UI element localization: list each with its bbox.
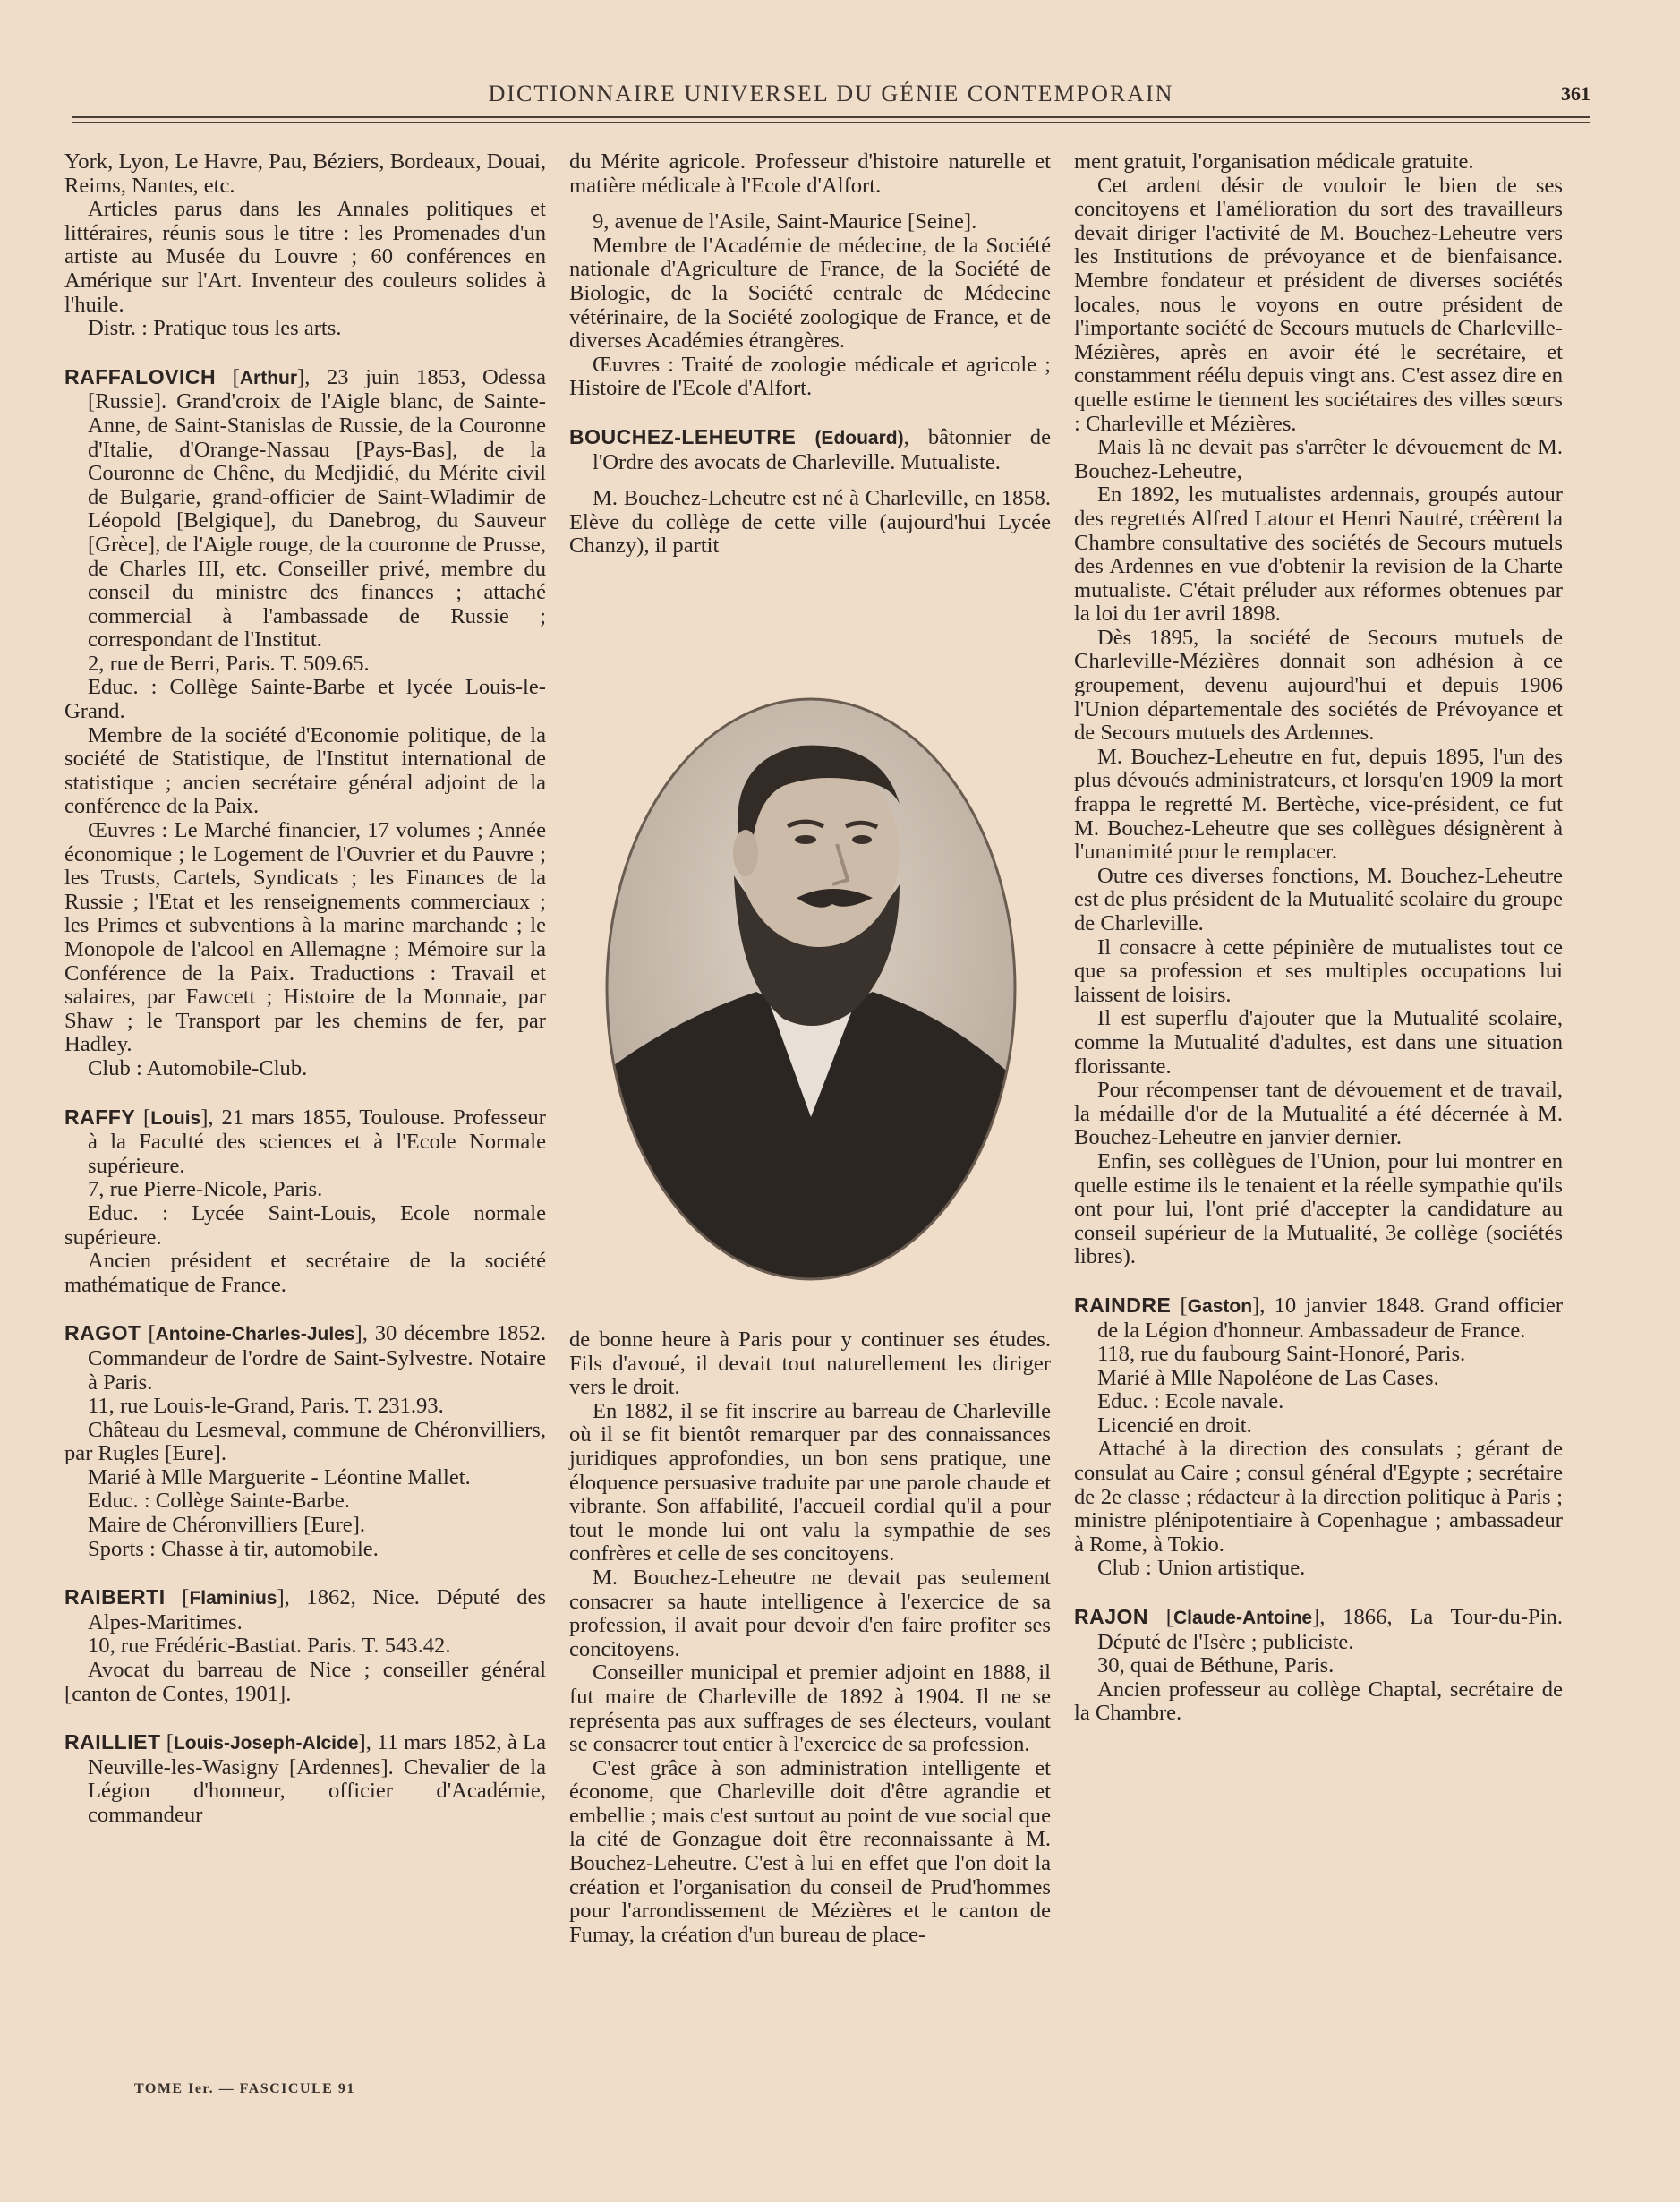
page-footer: TOME Ier. — FASCICULE 91: [134, 2081, 355, 2096]
entry-name: RAIBERTI: [64, 1585, 166, 1609]
entry-name: RAJON: [1074, 1605, 1149, 1629]
paragraph: de bonne heure à Paris pour y continuer ses études. Fils d'avoué, il devait tout naturellement les diriger vers le droit.: [569, 1327, 1051, 1400]
entry-career: Attaché à la direction des consulats ; gérant de consulat au Caire ; consul général d'Egypte ; secrétaire de 2e classe ; rédacteur à la direction politique à Paris ; ministre plénipotentiaire à Copenhague ; ambassadeur à Rome, à Tokio.: [1074, 1437, 1563, 1557]
entry-address: 10, rue Frédéric-Bastiat. Paris. T. 543.42.: [88, 1634, 451, 1659]
paragraph: En 1892, les mutualistes ardennais, groupés autour des regrettés Alfred Latour et Henri Nautré, créèrent la Chambre consultative des sociétés de Secours mutuels des Ardennes en vue d'obtenir la revision de la Charte mutualiste. C'était préluder aux réformes obtenues par la loi du 1er avril 1898.: [1074, 482, 1563, 627]
entry-address: 2, rue de Berri, Paris. T. 509.65.: [88, 651, 370, 676]
portrait-photo: [604, 696, 1018, 1282]
entry-former-role: Ancien professeur au collège Chaptal, secrétaire de la Chambre.: [1074, 1677, 1563, 1726]
entry-text: ], 1866, La Tour-du-Pin. Député de l'Isère ; publiciste.: [1097, 1605, 1563, 1654]
entry-marriage: Marié à Mlle Marguerite - Léontine Mallet.: [88, 1464, 471, 1489]
paragraph: Il consacre à cette pépinière de mutualistes tout ce que sa profession et ses multiples occupations lui laissent de loisirs.: [1074, 935, 1563, 1007]
entry-rajon: RAJON [Claude-Antoine], 1866, La Tour-du-Pin. Député de l'Isère ; publiciste.: [1074, 1605, 1563, 1654]
entry-address: 30, quai de Béthune, Paris.: [1097, 1653, 1335, 1678]
entry-club: Club : Union artistique.: [1097, 1556, 1306, 1581]
entry-name: RAILLIET: [64, 1730, 161, 1754]
page-number: 361: [1561, 82, 1590, 105]
paragraph: M. Bouchez-Leheutre est né à Charleville, en 1858. Elève du collège de cette ville (aujourd'hui Lycée Chanzy), il partit: [569, 486, 1051, 559]
entry-name: BOUCHEZ-LEHEUTRE: [569, 424, 797, 448]
column-middle: [569, 150, 1051, 559]
entry-profession: Avocat du barreau de Nice ; conseiller général [canton de Contes, 1901].: [64, 1658, 546, 1706]
entry-marriage: Marié à Mlle Napoléone de Las Cases.: [1097, 1365, 1439, 1390]
entry-address: 9, avenue de l'Asile, Saint-Maurice [Seine].: [593, 209, 977, 235]
paragraph: Conseiller municipal et premier adjoint en 1888, il fut maire de Charleville de 1892 à 1904. Il ne se représenta pas aux suffrages de ses électeurs, voulant se consacrer tout entier à l'exercice de sa profession.: [569, 1660, 1051, 1757]
entry-raindre: RAINDRE [Gaston], 10 janvier 1848. Grand officier de la Légion d'honneur. Ambassadeur de France.: [1074, 1293, 1564, 1343]
paragraph: Outre ces diverses fonctions, M. Bouchez-Leheutre est de plus président de la Mutualité scolaire du groupe de Charleville.: [1074, 863, 1563, 935]
paragraph: Dès 1895, la société de Secours mutuels de Charleville-Mézières donnait son adhésion à ce groupement, devenu aujourd'hui et depuis 1906 l'Union départementale des sociétés de Prévoyance et de Secours mutuels des Ardennes.: [1074, 625, 1563, 746]
column-right: [1074, 150, 1563, 1726]
entry-degree: Licencié en droit.: [1097, 1413, 1252, 1438]
paragraph: Articles parus dans les Annales politiques et littéraires, réunis sous le titre : les Promenades d'un artiste au Musée du Louvre ; 60 conférences en Amérique sur l'Art. Inventeur des couleurs solides à l'huile.: [64, 197, 546, 317]
paragraph: M. Bouchez-Leheutre ne devait pas seulement consacrer sa haute intelligence à l'exercice de sa profession, il avait pour devoir d'en faire profiter ses concitoyens.: [569, 1565, 1051, 1661]
entry-address: 7, rue Pierre-Nicole, Paris.: [88, 1177, 323, 1202]
paragraph: York, Lyon, Le Havre, Pau, Béziers, Bordeaux, Douai, Reims, Nantes, etc.: [64, 149, 546, 198]
entry-name: RAGOT: [64, 1321, 141, 1345]
entry-education: Educ. : Lycée Saint-Louis, Ecole normale supérieure.: [64, 1200, 546, 1250]
entry-bouchez-leheutre: [569, 425, 1051, 474]
paragraph: Il est superflu d'ajouter que la Mutualité scolaire, comme la Mutualité d'adultes, est dans une situation florissante.: [1074, 1006, 1563, 1079]
entry-given-name: Gaston: [1187, 1295, 1253, 1317]
entry-given-name: Antoine-Charles-Jules: [155, 1324, 355, 1345]
entry-address: 118, rue du faubourg Saint-Honoré, Paris.: [1097, 1342, 1466, 1367]
paragraph: ment gratuit, l'organisation médicale gratuite.: [1074, 149, 1474, 174]
entry-raffy: RAFFY [Louis], 21 mars 1855, Toulouse. Professeur à la Faculté des sciences et à l'Ecole Normale supérieure.: [64, 1105, 546, 1178]
entry-residence: Château du Lesmeval, commune de Chéronvilliers, par Rugles [Eure].: [64, 1417, 546, 1466]
entry-address: 11, rue Louis-le-Grand, Paris. T. 231.93.: [88, 1394, 444, 1419]
page-title: DICTIONNAIRE UNIVERSEL DU GÉNIE CONTEMPORAIN: [488, 81, 1174, 107]
entry-club: Club : Automobile-Club.: [88, 1055, 308, 1080]
entry-raiberti: RAIBERTI [Flaminius], 1862, Nice. Député des Alpes-Maritimes.: [64, 1585, 546, 1634]
entry-text: ], 23 juin 1853, Odessa [Russie]. Grand'croix de l'Aigle blanc, de Sainte-Anne, de Saint-Stanislas de Russie, de la Couronne d'Italie, d'Orange-Nassau [Pays-Bas], de la Couronne de Chêne, du Medjidié, du Mérite civil de Bulgarie, grand-officier de Saint-Wladimir de Léopold [Belgique], du Danebrog, du Sauveur [Grèce], de l'Aigle rouge, de la couronne de Prusse, de Charles III, etc. Conseiller privé, membre du conseil du ministre des finances ; attaché commercial à l'ambassade de Russie ; correspondant de l'Institut.: [88, 364, 546, 653]
entry-text: ], 30 décembre 1852. Commandeur de l'ordre de Saint-Sylvestre. Notaire à Paris.: [88, 1321, 547, 1395]
entry-sports: Sports : Chasse à tir, automobile.: [88, 1536, 379, 1561]
entry-former-role: Ancien président et secrétaire de la société mathématique de France.: [64, 1249, 546, 1297]
paragraph: Mais là ne devait pas s'arrêter le dévouement de M. Bouchez-Leheutre,: [1074, 435, 1563, 483]
entry-text: , bâtonnier de l'Ordre des avocats de Charleville. Mutualiste.: [593, 424, 1051, 474]
paragraph: En 1882, il se fit inscrire au barreau de Charleville où il se fit bientôt remarquer par des connaissances juridiques approfondies, un bon sens pratique, une éloquence persuasive traduite par une parole chaude et vibrante. Son affabilité, l'accueil cordial qu'il a pour tout le monde lui ont valu la sympathie de ses confrères et celle de ses concitoyens.: [569, 1398, 1051, 1566]
entry-given-name: (Edouard): [814, 427, 904, 448]
entry-text: ], 11 mars 1852, à La Neuville-les-Wasigny [Ardennes]. Chevalier de la Légion d'honneur, officier d'Académie, commandeur: [88, 1730, 546, 1827]
entry-given-name: Flaminius: [189, 1588, 277, 1609]
entry-education: Educ. : Collège Sainte-Barbe.: [88, 1489, 350, 1514]
entry-membership: Membre de l'Académie de médecine, de la Société nationale d'Agriculture de France, de la Société de Biologie, de la Société centrale de Médecine vétérinaire, de la Société zoologique de France, et de diverses Académies étrangères.: [569, 233, 1051, 354]
entry-name: RAFFALOVICH: [64, 364, 217, 388]
paragraph: M. Bouchez-Leheutre en fut, depuis 1895, l'un des plus dévoués administrateurs, et lorsqu'en 1909 la mort frappa le regretté M. Bertèche, vice-président, ce fut M. Bouchez-Leheutre que ses collègues désignèrent à l'unanimité pour le remplacer.: [1074, 744, 1563, 865]
entry-name: RAINDRE: [1074, 1293, 1172, 1317]
paragraph: du Mérite agricole. Professeur d'histoire naturelle et matière médicale à l'Ecole d'Alfort.: [569, 149, 1051, 198]
entry-membership: Membre de la société d'Economie politique, de la société de Statistique, de l'Institut international de statistique ; ancien secrétaire général adjoint de la conférence de la Paix.: [64, 722, 546, 819]
entry-works: Œuvres : Traité de zoologie médicale et agricole ; Histoire de l'Ecole d'Alfort.: [569, 352, 1051, 401]
entry-ragot: RAGOT [Antoine-Charles-Jules], 30 décembre 1852. Commandeur de l'ordre de Saint-Sylvestre. Notaire à Paris.: [64, 1321, 547, 1395]
entry-given-name: Arthur: [239, 367, 298, 388]
entry-works: Œuvres : Le Marché financier, 17 volumes ; Année économique ; le Logement de l'Ouvrier et du Pauvre ; les Trusts, Cartels, Syndicats ; les Finances de la Russie ; l'Etat et les renseignements commerciaux ; les Primes et subventions à la marine marchande ; le Monopole de l'alcool en Allemagne ; Mémoire sur la Conférence de la Paix. Traductions : Travail et salaires, par Fawcett ; Histoire de la Monnaie, par Shaw ; le Transport par les chemins de fer, par Hadley.: [64, 818, 546, 1057]
entry-education: Educ. : Collège Sainte-Barbe et lycée Louis-le-Grand.: [64, 675, 546, 724]
entry-raffalovich: RAFFALOVICH [Arthur], 23 juin 1853, Odessa [Russie]. Grand'croix de l'Aigle blanc, de Sainte-Anne, de Saint-Stanislas de Russie, de la Couronne d'Italie, d'Orange-Nassau [Pays-Bas], de la Couronne de Chêne, du Medjidié, du Mérite civil de Bulgarie, grand-officier de Saint-Wladimir de Léopold [Belgique], du Danebrog, du Sauveur [Grèce], de l'Aigle rouge, de la couronne de Prusse, de Charles III, etc. Conseiller privé, membre du conseil du ministre des finances ; attaché commercial à l'ambassade de Russie ; correspondant de l'Institut.: [64, 364, 546, 653]
running-head: [72, 81, 1590, 116]
entry-railliet: RAILLIET [Louis-Joseph-Alcide], 11 mars 1852, à La Neuville-les-Wasigny [Ardennes]. Chevalier de la Légion d'honneur, officier d'Académie, commandeur: [64, 1730, 546, 1827]
column-left: [64, 150, 546, 1828]
entry-education: Educ. : Ecole navale.: [1097, 1389, 1284, 1414]
paragraph: Enfin, ses collègues de l'Union, pour lui montrer en quelle estime ils le tenaient et la réelle sympathie qu'ils ont pour lui, l'ont prié d'accepter la candidature au conseil supérieur de la Mutualité, 3e collège (sociétés libres).: [1074, 1148, 1563, 1269]
entry-name: RAFFY: [64, 1105, 136, 1129]
paragraph: Cet ardent désir de vouloir le bien de ses concitoyens et l'amélioration du sort des travailleurs devait diriger l'activité de M. Bouchez-Leheutre vers les Institutions de prévoyance et de bienfaisance. Membre fondateur et président de diverses sociétés locales, nous le voyons en outre président de l'importante société de Secours mutuels de Charleville-Mézières, après en avoir été le secrétaire, et constamment réélu depuis vingt ans. C'est assez dire en quelle estime le tiennent les sociétaires des villes sœurs : Charleville et Mézières.: [1074, 173, 1563, 436]
entry-given-name: Claude-Antoine: [1173, 1608, 1313, 1629]
paragraph: C'est grâce à son administration intelligente et économe, que Charleville doit d'être agrandie et embellie ; mais c'est surtout au point de vue social que la cité de Gonzague doit être reconnaissante à M. Bouchez-Leheutre. C'est à lui en effet que l'on doit la création et l'organisation du conseil de Prud'hommes pour l'arrondissement de Mézières et le canton de Fumay, la création d'un bureau de place-: [569, 1755, 1051, 1947]
entry-office: Maire de Chéronvilliers [Eure].: [88, 1513, 366, 1538]
entry-given-name: Louis: [150, 1107, 201, 1129]
entry-text: ], 1862, Nice. Député des Alpes-Maritimes.: [88, 1585, 546, 1634]
entry-text: ], 10 janvier 1848. Grand officier de la Légion d'honneur. Ambassadeur de France.: [1097, 1293, 1564, 1343]
entry-text: ], 21 mars 1855, Toulouse. Professeur à la Faculté des sciences et à l'Ecole Normale supérieure.: [88, 1105, 546, 1178]
paragraph: Pour récompenser tant de dévouement et de travail, la médaille d'or de la Mutualité a été décernée à M. Bouchez-Leheutre en janvier dernier.: [1074, 1078, 1563, 1150]
header-rule: [72, 116, 1590, 118]
column-middle-continued: [569, 1328, 1051, 1947]
paragraph: Distr. : Pratique tous les arts.: [88, 316, 342, 341]
entry-given-name: Louis-Joseph-Alcide: [173, 1733, 359, 1754]
header-rule-thin: [72, 122, 1590, 123]
